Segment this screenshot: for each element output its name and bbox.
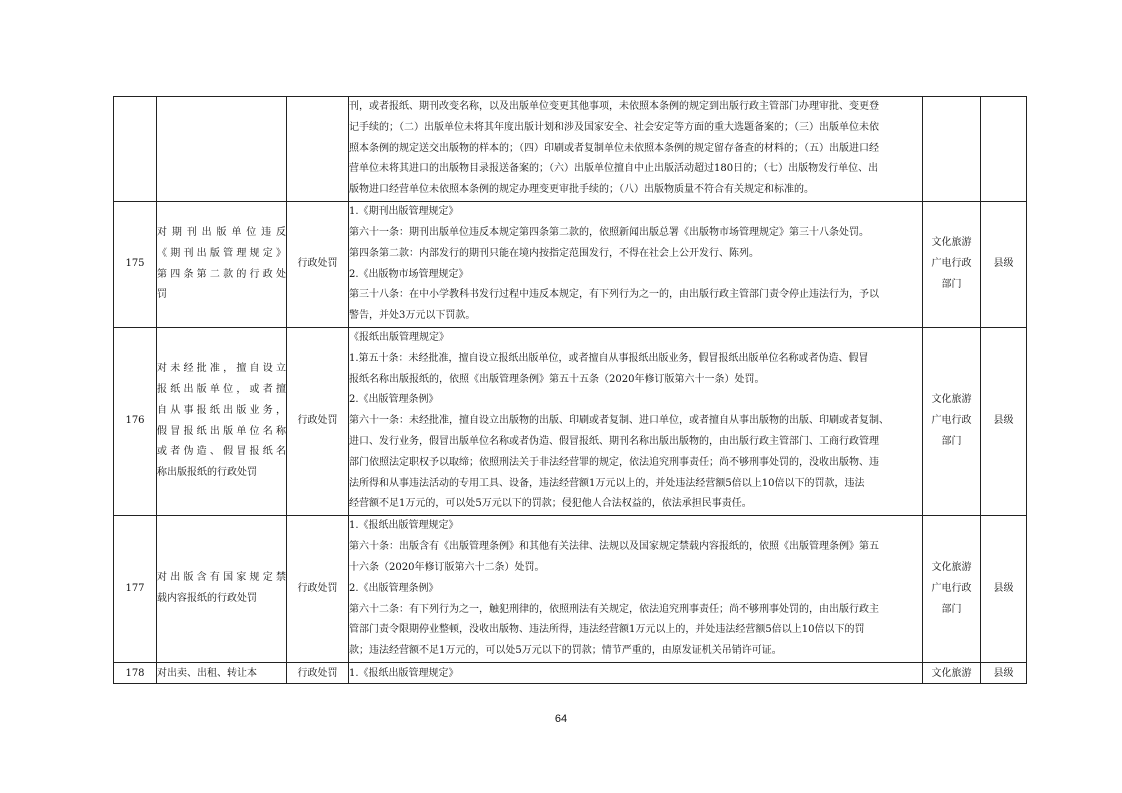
power-type-cell: 行政处罚: [287, 202, 349, 328]
table-row: [114, 516, 1027, 663]
department-line: 广电行政: [931, 415, 972, 427]
legal-basis-line: 第六十二条：有下列行为之一，触犯刑律的，依照刑法有关规定，依法追究刑事责任；尚不够刑事处罚的，由出版行政主: [349, 603, 879, 615]
table-body: [114, 97, 1027, 684]
legal-basis-line: 2.《出版管理条例》: [349, 394, 439, 406]
legal-basis-line: 第三十八条：在中小学教科书发行过程中违反本规定，有下列行为之一的，由出版行政主管部门责令停止违法行为，予以: [349, 289, 879, 301]
row-number-cell: 176: [114, 328, 157, 516]
department-line: 部门: [941, 278, 962, 290]
page-number: 64: [554, 713, 568, 725]
legal-basis-line: 刊，或者报纸、期刊改变名称，以及出版单位变更其他事项，未依照本条例的规定到出版行政主管部门办理审批、变更登: [349, 101, 879, 112]
table-row: [114, 202, 1027, 328]
item-name-line: 报纸出版单位，或者擅: [157, 383, 286, 395]
legal-basis-cell: [349, 97, 923, 202]
level-cell: 县级: [981, 328, 1027, 516]
item-name-line: 或者伪造、假冒报纸名: [157, 446, 286, 458]
power-type-cell: 行政处罚: [287, 663, 349, 684]
item-name-line: 自从事报纸出版业务，: [157, 404, 286, 416]
level-cell: 县级: [981, 202, 1027, 328]
legal-basis-line: 1.第五十条：未经批准，擅自设立报纸出版单位，或者擅自从事报纸出版业务，假冒报纸出版单位名称或者伪造、假冒: [349, 352, 869, 364]
legal-basis-cell: [349, 516, 923, 663]
legal-basis-line: 2.《出版管理条例》: [349, 582, 439, 594]
legal-basis-line: 第六十条：出版含有《出版管理条例》和其他有关法律、法规以及国家规定禁载内容报纸的，依照《出版管理条例》第五: [349, 541, 879, 553]
department-line: 文化旅游: [931, 667, 972, 679]
department-line: 文化旅游: [931, 237, 972, 249]
item-name-cell: [157, 202, 287, 328]
department-cell: [923, 97, 981, 202]
row-number-cell: 175: [114, 202, 157, 328]
department-cell: [923, 328, 981, 516]
department-line: 文化旅游: [931, 561, 972, 573]
legal-basis-line: 记手续的；（二）出版单位未将其年度出版计划和涉及国家安全、社会安定等方面的重大选题备案的；（三）出版单位未依: [349, 121, 879, 133]
item-name-line: 对出卖、出租、转让本: [157, 667, 257, 679]
legal-basis-cell: [349, 202, 923, 328]
penalty-table: [113, 96, 1027, 684]
power-type-cell: 行政处罚: [287, 328, 349, 516]
legal-basis-line: 1.《期刊出版管理规定》: [349, 206, 459, 218]
item-name-cell: [157, 516, 287, 663]
department-cell: [923, 516, 981, 663]
table-row: [114, 97, 1027, 202]
department-line: 部门: [941, 603, 962, 615]
power-type-cell: [287, 97, 349, 202]
item-name-line: 对期刊出版单位违反: [157, 226, 286, 238]
legal-basis-line: 进口、发行业务，假冒出版单位名称或者伪造、假冒报纸、期刊名称出版出版物的，由出版行政主管部门、工商行政管理: [349, 435, 879, 447]
legal-basis-line: 2.《出版物市场管理规定》: [349, 268, 469, 280]
legal-basis-line: 第六十一条：期刊出版单位违反本规定第四条第二款的，依照新闻出版总署《出版物市场管理规定》第三十八条处罚。: [349, 226, 869, 238]
department-cell: [923, 663, 981, 684]
legal-basis-line: 第六十一条：未经批准，擅自设立出版物的出版、印刷或者复制、进口单位，或者擅自从事出版物的出版、印刷或者复制、: [349, 415, 889, 427]
legal-basis-line: 部门依照法定职权予以取缔；依照刑法关于非法经营罪的规定，依法追究刑事责任；尚不够刑事处罚的，没收出版物、违: [349, 456, 879, 468]
legal-basis-line: 警告，并处3万元以下罚款。: [349, 310, 476, 322]
department-line: 广电行政: [931, 582, 972, 594]
legal-basis-line: 十六条（2020年修订版第六十二条）处罚。: [349, 561, 545, 573]
legal-basis-line: 《报纸出版管理规定》: [349, 332, 449, 343]
legal-basis-line: 经营额不足1万元的，可以处5万元以下的罚款；侵犯他人合法权益的，依法承担民事责任。: [349, 498, 752, 510]
legal-basis-line: 第四条第二款：内部发行的期刊只能在境内按指定范围发行，不得在社会上公开发行、陈列。: [349, 247, 759, 259]
item-name-cell: [157, 663, 287, 684]
department-cell: [923, 202, 981, 328]
item-name-line: 称出版报纸的行政处罚: [157, 467, 257, 479]
item-name-line: 对未经批准，擅自设立: [157, 363, 286, 375]
row-number-cell: [114, 97, 157, 202]
row-number-cell: 177: [114, 516, 157, 663]
item-name-line: 假冒报纸出版单位名称: [157, 425, 286, 437]
legal-basis-cell: [349, 663, 923, 684]
legal-basis-line: 款；违法经营额不足1万元的，可以处5万元以下的罚款；情节严重的，由原发证机关吊销许可证。: [349, 645, 782, 657]
table-row: [114, 328, 1027, 516]
table-row: [114, 663, 1027, 684]
item-name-cell: [157, 328, 287, 516]
legal-basis-line: 1.《报纸出版管理规定》: [349, 667, 459, 679]
item-name-line: 载内容报纸的行政处罚: [157, 593, 257, 605]
department-line: 广电行政: [931, 258, 972, 270]
item-name-line: 第四条第二款的行政处: [157, 268, 286, 280]
legal-basis-line: 营单位未将其进口的出版物目录报送备案的；（六）出版单位擅自中止出版活动超过180日的；（七）出版物发行单位、出: [349, 163, 879, 175]
item-name-line: 《期刊出版管理规定》: [157, 247, 286, 259]
legal-basis-line: 1.《报纸出版管理规定》: [349, 520, 459, 532]
legal-basis-line: 照本条例的规定送交出版物的样本的；（四）印刷或者复制单位未依照本条例的规定留存备查的材料的；（五）出版进口经: [349, 142, 879, 154]
item-name-line: 对出版含有国家规定禁: [157, 572, 286, 584]
row-number-cell: 178: [114, 663, 157, 684]
item-name-line: 罚: [157, 289, 167, 301]
legal-basis-line: 法所得和从事违法活动的专用工具、设备，违法经营额1万元以上的，并处违法经营额5倍以上10倍以下的罚款，违法: [349, 477, 865, 489]
level-cell: [981, 97, 1027, 202]
level-cell: 县级: [981, 663, 1027, 684]
department-line: 文化旅游: [931, 394, 972, 406]
power-type-cell: 行政处罚: [287, 516, 349, 663]
item-name-cell: [157, 97, 287, 202]
level-cell: 县级: [981, 516, 1027, 663]
department-line: 部门: [941, 435, 962, 447]
legal-basis-cell: [349, 328, 923, 516]
legal-basis-line: 管部门责令限期停业整顿，没收出版物、违法所得，违法经营额1万元以上的，并处违法经营额5倍以上10倍以下的罚: [349, 624, 865, 636]
legal-basis-line: 版物进口经营单位未依照本条例的规定办理变更审批手续的；（八）出版物质量不符合有关规定和标准的。: [349, 184, 814, 196]
legal-basis-line: 报纸名称出版报纸的，依照《出版管理条例》第五十五条（2020年修订版第六十一条）处罚。: [349, 373, 765, 385]
